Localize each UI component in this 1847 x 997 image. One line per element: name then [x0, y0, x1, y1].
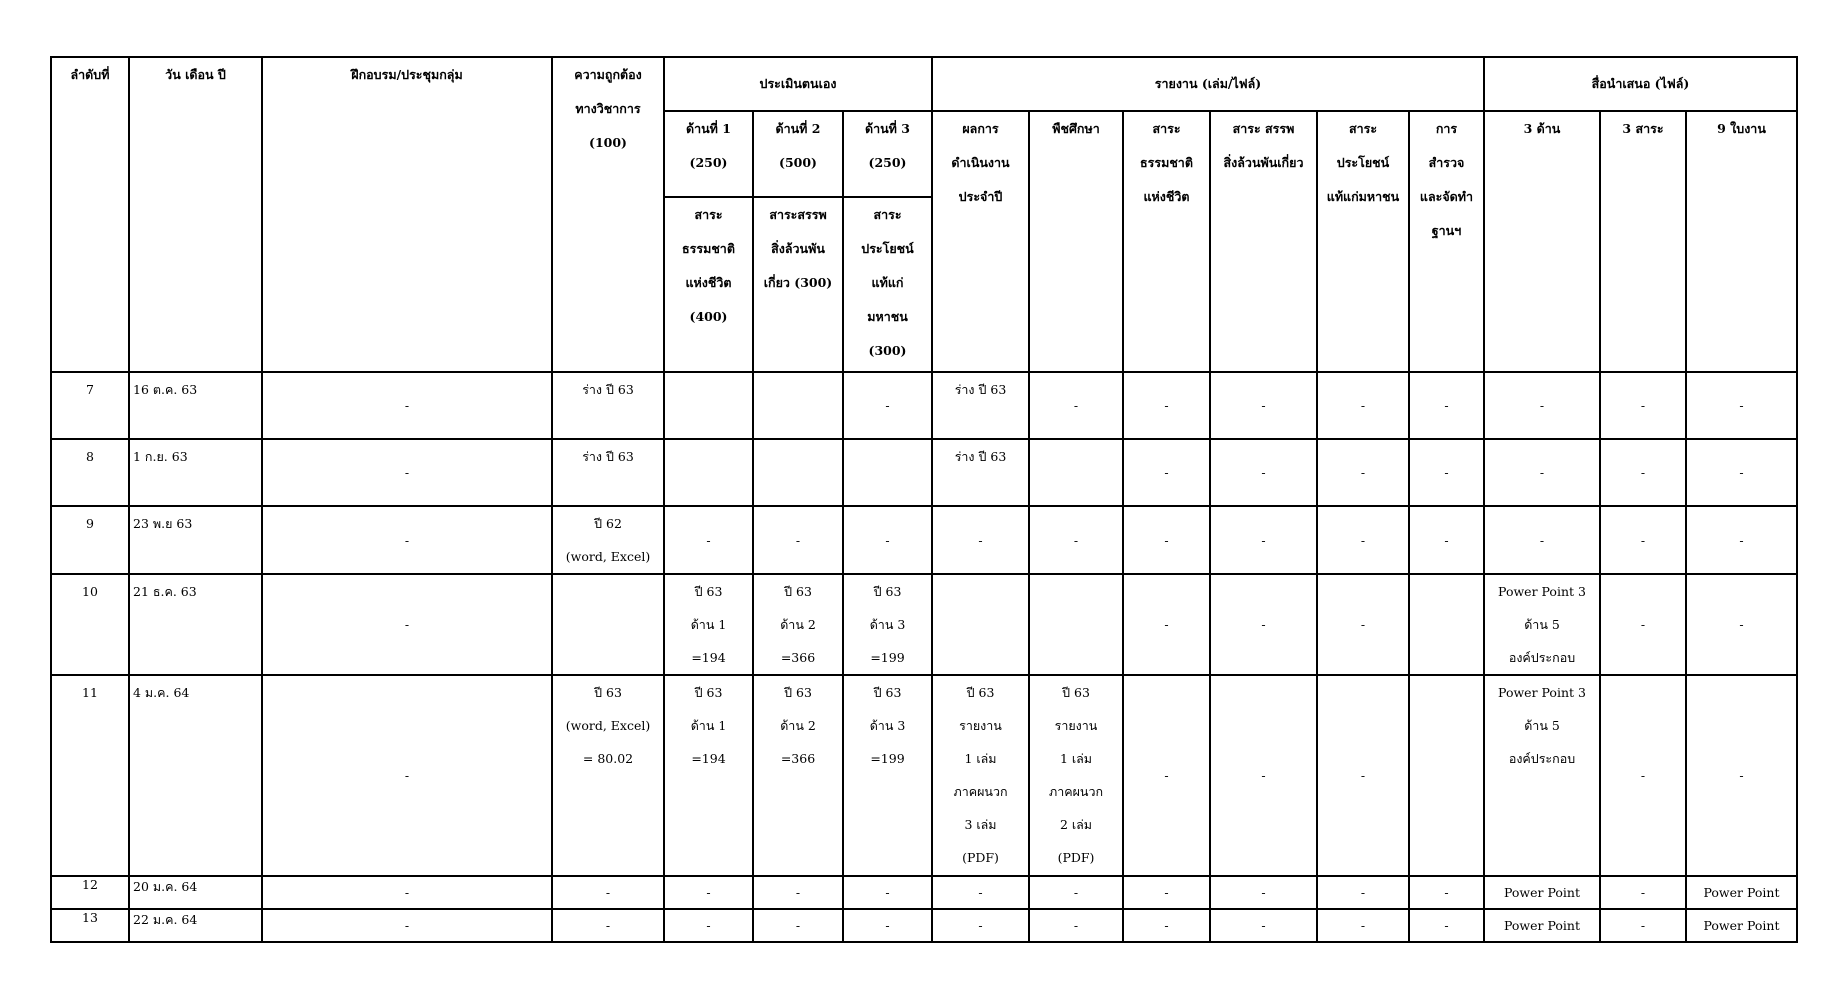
cell-report-result-line: -: [978, 918, 983, 933]
cell-date: [129, 876, 262, 909]
cell-date-text: 23 พ.ย 63: [133, 516, 193, 531]
header-side-3: ด้านที่ 3 (250): [843, 111, 932, 197]
cell-media-3-sub-text: -: [1640, 885, 1646, 900]
cell-date-text: 20 ม.ค. 64: [133, 879, 198, 894]
cell-eval-side-2-line: -: [795, 532, 801, 548]
cell-report-result-line: -: [978, 532, 983, 548]
header-sub-related: สาระสรรพ สิ่งล้วนพัน เกี่ยว (300): [753, 197, 843, 372]
cell-report-benefit: [1317, 909, 1409, 942]
cell-order: [51, 574, 129, 675]
cell-media-3-side: [1484, 439, 1600, 506]
cell-eval-side-3-line: =199: [870, 751, 905, 766]
cell-report-nature: [1123, 439, 1210, 506]
cell-report-related: [1210, 574, 1317, 675]
cell-report-plant-line: 2 เล่ม: [1059, 817, 1093, 832]
cell-eval-side-3: [843, 372, 932, 439]
cell-accuracy: [552, 574, 664, 675]
cell-report-plant-line: -: [1073, 532, 1079, 548]
cell-eval-side-1-line: =194: [691, 751, 726, 766]
cell-order-text: 12: [82, 877, 98, 892]
cell-media-9-sheet: [1686, 909, 1797, 942]
header-report: รายงาน (เล่ม/ไฟล์): [932, 57, 1484, 111]
cell-training-text: -: [404, 918, 410, 933]
cell-report-benefit-line: -: [1360, 768, 1366, 783]
cell-eval-side-3-line: -: [885, 398, 890, 413]
header-report-related: สาระ สรรพ สิ่งล้วนพันเกี่ยว: [1210, 111, 1317, 372]
header-report-result: ผลการ ดำเนินงาน ประจำปี: [932, 111, 1029, 372]
cell-media-3-sub-text: -: [1640, 465, 1646, 480]
cell-media-3-sub: [1600, 439, 1686, 506]
header-side-1: ด้านที่ 1 (250): [664, 111, 753, 197]
cell-eval-side-1-line: -: [706, 532, 711, 548]
cell-media-3-side-line: องค์ประกอบ: [1508, 751, 1576, 766]
cell-report-nature: [1123, 909, 1210, 942]
header-sub-nature: สาระ ธรรมชาติ แห่งชีวิต (400): [664, 197, 753, 372]
cell-eval-side-1-line: ปี 63: [694, 584, 723, 599]
cell-eval-side-1: [664, 506, 753, 574]
cell-eval-side-2: [753, 506, 843, 574]
cell-report-result-line: ร่าง ปี 63: [954, 382, 1007, 397]
cell-eval-side-3-line: ปี 63: [873, 584, 902, 599]
cell-accuracy-line: -: [605, 885, 611, 900]
cell-eval-side-3: [843, 876, 932, 909]
cell-media-9-sheet: [1686, 675, 1797, 876]
cell-eval-side-2-line: ปี 63: [784, 584, 812, 599]
cell-eval-side-2-line: =366: [780, 650, 816, 665]
cell-order: [51, 506, 129, 574]
cell-media-3-sub-text: -: [1640, 532, 1646, 548]
cell-training-text: -: [404, 768, 410, 783]
cell-eval-side-1: [664, 574, 753, 675]
cell-report-nature: [1123, 574, 1210, 675]
cell-report-benefit: [1317, 876, 1409, 909]
header-media-3-side: 3 ด้าน: [1484, 111, 1600, 372]
header-order: ลำดับที่: [51, 57, 129, 372]
header-training: ฝึกอบรม/ประชุมกลุ่ม: [262, 57, 552, 372]
cell-eval-side-3-line: -: [885, 885, 890, 900]
cell-date-text: 16 ต.ค. 63: [133, 382, 198, 397]
cell-date: [129, 675, 262, 876]
cell-training-text: -: [404, 885, 410, 900]
cell-report-result-line: ภาคผนวก: [953, 784, 1008, 799]
cell-report-benefit: [1317, 506, 1409, 574]
cell-eval-side-3-line: ด้าน 3: [869, 617, 906, 632]
cell-report-related-line: -: [1261, 465, 1266, 480]
cell-order-text: 10: [82, 584, 98, 599]
cell-training: [262, 439, 552, 506]
cell-training: [262, 909, 552, 942]
cell-report-plant-line: -: [1073, 918, 1079, 933]
cell-date-text: 1 ก.ย. 63: [133, 449, 188, 464]
cell-order-text: 11: [82, 685, 98, 700]
cell-eval-side-2: [753, 876, 843, 909]
cell-date-text: 22 ม.ค. 64: [133, 912, 198, 927]
cell-accuracy-line: = 80.02: [582, 751, 634, 766]
cell-report-benefit-line: -: [1360, 885, 1366, 900]
cell-media-9-sheet-line: -: [1739, 617, 1744, 632]
cell-media-3-side: [1484, 372, 1600, 439]
header-media-3-sub: 3 สาระ: [1600, 111, 1686, 372]
cell-report-plant-line: ปี 63: [1062, 685, 1090, 700]
cell-report-survey-line: -: [1444, 398, 1449, 413]
cell-report-plant: [1029, 876, 1123, 909]
cell-report-result: [932, 439, 1029, 506]
cell-report-related: [1210, 909, 1317, 942]
cell-training-text: -: [404, 465, 410, 480]
cell-report-survey: [1409, 675, 1484, 876]
cell-training-text: -: [404, 398, 410, 413]
cell-date-text: 4 ม.ค. 64: [133, 685, 190, 700]
cell-eval-side-1-line: -: [706, 885, 711, 900]
cell-report-plant: [1029, 439, 1123, 506]
cell-order: [51, 909, 129, 942]
cell-media-3-sub-text: -: [1640, 768, 1646, 783]
table-row: [51, 372, 1797, 439]
cell-accuracy-line: ปี 62: [594, 516, 622, 531]
cell-eval-side-1: [664, 439, 753, 506]
cell-media-3-side: [1484, 506, 1600, 574]
cell-eval-side-2-line: -: [795, 885, 801, 900]
cell-report-related-line: -: [1261, 617, 1266, 632]
cell-eval-side-1: [664, 876, 753, 909]
table-row: [51, 675, 1797, 876]
cell-report-related: [1210, 675, 1317, 876]
cell-media-3-side: [1484, 909, 1600, 942]
cell-accuracy-line: ร่าง ปี 63: [582, 449, 634, 464]
cell-report-nature-line: -: [1164, 532, 1169, 548]
cell-report-survey-line: -: [1444, 918, 1449, 933]
cell-report-result: [932, 372, 1029, 439]
cell-report-plant: [1029, 372, 1123, 439]
cell-report-benefit: [1317, 675, 1409, 876]
cell-training: [262, 506, 552, 574]
cell-report-result: [932, 506, 1029, 574]
cell-training: [262, 675, 552, 876]
cell-date: [129, 909, 262, 942]
cell-report-result-line: ร่าง ปี 63: [954, 449, 1007, 464]
table-row: [51, 506, 1797, 574]
cell-eval-side-3-line: =199: [870, 650, 905, 665]
cell-media-3-side: [1484, 675, 1600, 876]
cell-eval-side-1-line: ปี 63: [694, 685, 723, 700]
header-sub-benefit: สาระ ประโยชน์ แท้แก่ มหาชน (300): [843, 197, 932, 372]
cell-media-3-side-line: ด้าน 5: [1524, 617, 1560, 632]
cell-media-9-sheet-line: Power Point: [1703, 885, 1780, 900]
cell-media-3-side-line: Power Point 3: [1498, 584, 1586, 599]
cell-eval-side-3: [843, 574, 932, 675]
cell-report-plant-line: ภาคผนวก: [1048, 784, 1104, 799]
cell-report-nature: [1123, 506, 1210, 574]
cell-media-9-sheet: [1686, 439, 1797, 506]
cell-media-9-sheet-line: -: [1739, 532, 1744, 548]
cell-accuracy: [552, 909, 664, 942]
cell-report-plant-line: -: [1073, 885, 1079, 900]
cell-report-related-line: -: [1261, 885, 1266, 900]
cell-report-related: [1210, 372, 1317, 439]
cell-date: [129, 439, 262, 506]
cell-report-related-line: -: [1261, 398, 1266, 413]
cell-report-benefit: [1317, 439, 1409, 506]
cell-eval-side-3-line: -: [885, 918, 890, 933]
header-media-9-sheet: 9 ใบงาน: [1686, 111, 1797, 372]
cell-accuracy-line: (word, Excel): [565, 549, 651, 564]
cell-report-survey: [1409, 909, 1484, 942]
cell-report-plant-line: รายงาน: [1054, 718, 1098, 733]
cell-media-9-sheet: [1686, 372, 1797, 439]
cell-order-text: 8: [86, 449, 94, 464]
cell-media-3-sub-text: -: [1640, 617, 1646, 632]
cell-report-result: [932, 675, 1029, 876]
cell-report-plant: [1029, 675, 1123, 876]
cell-order: [51, 439, 129, 506]
cell-report-benefit: [1317, 372, 1409, 439]
cell-accuracy-line: ร่าง ปี 63: [582, 382, 634, 397]
progress-table: [50, 56, 1798, 943]
table-row: [51, 876, 1797, 909]
cell-media-3-sub: [1600, 372, 1686, 439]
cell-report-related-line: -: [1261, 918, 1266, 933]
cell-eval-side-1-line: -: [706, 918, 711, 933]
cell-media-3-side-line: องค์ประกอบ: [1508, 650, 1576, 665]
cell-eval-side-1: [664, 675, 753, 876]
cell-order-text: 7: [86, 382, 94, 397]
cell-media-9-sheet-line: Power Point: [1703, 918, 1780, 933]
cell-report-related: [1210, 876, 1317, 909]
cell-media-3-side-line: -: [1539, 532, 1545, 548]
cell-date: [129, 372, 262, 439]
cell-order: [51, 372, 129, 439]
cell-report-result: [932, 574, 1029, 675]
cell-report-benefit-line: -: [1360, 465, 1366, 480]
header-report-plant: พืชศึกษา: [1029, 111, 1123, 372]
cell-report-result-line: -: [978, 885, 983, 900]
cell-report-nature: [1123, 675, 1210, 876]
cell-date: [129, 574, 262, 675]
cell-accuracy: [552, 506, 664, 574]
cell-eval-side-2: [753, 675, 843, 876]
cell-order: [51, 675, 129, 876]
cell-report-result-line: รายงาน: [959, 718, 1002, 733]
cell-media-3-side-line: -: [1539, 465, 1545, 480]
cell-report-plant: [1029, 574, 1123, 675]
cell-report-nature-line: -: [1164, 885, 1169, 900]
cell-report-plant-line: -: [1073, 398, 1079, 413]
cell-report-survey: [1409, 372, 1484, 439]
header-report-benefit: สาระ ประโยชน์ แท้แก่มหาชน: [1317, 111, 1409, 372]
cell-media-9-sheet-line: -: [1739, 768, 1744, 783]
cell-eval-side-3-line: ด้าน 3: [869, 718, 906, 733]
cell-report-survey: [1409, 506, 1484, 574]
cell-order: [51, 876, 129, 909]
header-side-2: ด้านที่ 2 (500): [753, 111, 843, 197]
cell-report-nature-line: -: [1164, 768, 1169, 783]
cell-media-3-sub: [1600, 909, 1686, 942]
cell-training-text: -: [404, 617, 410, 632]
cell-report-nature-line: -: [1164, 617, 1169, 632]
cell-accuracy: [552, 876, 664, 909]
cell-date: [129, 506, 262, 574]
cell-report-benefit-line: -: [1360, 617, 1366, 632]
cell-training: [262, 372, 552, 439]
cell-accuracy: [552, 675, 664, 876]
cell-date-text: 21 ธ.ค. 63: [133, 584, 197, 599]
cell-eval-side-2: [753, 909, 843, 942]
cell-eval-side-2-line: ด้าน 2: [780, 718, 816, 733]
cell-media-3-sub: [1600, 675, 1686, 876]
cell-accuracy-line: -: [605, 918, 611, 933]
cell-media-3-side-line: Power Point: [1504, 885, 1580, 900]
schedule-sheet: [50, 56, 1798, 943]
cell-report-result: [932, 909, 1029, 942]
cell-media-3-sub: [1600, 876, 1686, 909]
cell-report-related-line: -: [1261, 768, 1266, 783]
cell-report-benefit-line: -: [1360, 918, 1366, 933]
cell-eval-side-1-line: ด้าน 1: [690, 718, 727, 733]
cell-media-9-sheet: [1686, 876, 1797, 909]
cell-eval-side-3-line: ปี 63: [873, 685, 902, 700]
cell-media-9-sheet-line: -: [1739, 465, 1744, 480]
cell-report-survey-line: -: [1444, 532, 1449, 548]
table-row: [51, 574, 1797, 675]
cell-report-result-line: (PDF): [962, 850, 999, 865]
header-self-evaluation: ประเมินตนเอง: [664, 57, 932, 111]
cell-media-3-side: [1484, 876, 1600, 909]
cell-eval-side-2: [753, 439, 843, 506]
table-row: [51, 909, 1797, 942]
cell-report-related: [1210, 439, 1317, 506]
header-report-nature: สาระ ธรรมชาติ แห่งชีวิต: [1123, 111, 1210, 372]
cell-eval-side-2: [753, 372, 843, 439]
cell-media-9-sheet-line: -: [1739, 398, 1744, 413]
cell-eval-side-2-line: ปี 63: [784, 685, 812, 700]
cell-media-9-sheet: [1686, 506, 1797, 574]
cell-report-result: [932, 876, 1029, 909]
cell-eval-side-3: [843, 675, 932, 876]
header-date: วัน เดือน ปี: [129, 57, 262, 372]
cell-report-nature-line: -: [1164, 465, 1169, 480]
cell-report-benefit: [1317, 574, 1409, 675]
cell-report-plant: [1029, 909, 1123, 942]
cell-report-plant: [1029, 506, 1123, 574]
cell-report-survey-line: -: [1444, 885, 1449, 900]
cell-media-3-sub-text: -: [1640, 918, 1646, 933]
cell-eval-side-3: [843, 439, 932, 506]
cell-eval-side-1-line: ด้าน 1: [690, 617, 727, 632]
cell-accuracy: [552, 439, 664, 506]
header-accuracy: ความถูกต้อง ทางวิชาการ (100): [552, 57, 664, 372]
cell-eval-side-2-line: ด้าน 2: [780, 617, 816, 632]
cell-eval-side-1: [664, 372, 753, 439]
cell-media-3-side-line: Power Point 3: [1498, 685, 1586, 700]
cell-report-nature-line: -: [1164, 918, 1169, 933]
header-media: สื่อนำเสนอ (ไฟล์): [1484, 57, 1797, 111]
cell-report-plant-line: (PDF): [1057, 850, 1095, 865]
cell-report-survey: [1409, 439, 1484, 506]
cell-report-benefit-line: -: [1360, 532, 1366, 548]
cell-report-result-line: ปี 63: [966, 685, 995, 700]
cell-eval-side-3: [843, 506, 932, 574]
cell-report-related: [1210, 506, 1317, 574]
cell-eval-side-1-line: =194: [691, 650, 726, 665]
cell-order-text: 13: [82, 910, 98, 925]
cell-eval-side-2-line: =366: [780, 751, 816, 766]
cell-eval-side-2: [753, 574, 843, 675]
cell-report-benefit-line: -: [1360, 398, 1366, 413]
cell-order-text: 9: [86, 516, 94, 531]
cell-report-survey-line: -: [1444, 465, 1449, 480]
cell-report-nature: [1123, 876, 1210, 909]
cell-training: [262, 876, 552, 909]
cell-eval-side-2-line: -: [795, 918, 801, 933]
cell-eval-side-1: [664, 909, 753, 942]
cell-eval-side-3: [843, 909, 932, 942]
cell-report-survey: [1409, 574, 1484, 675]
cell-eval-side-3-line: -: [885, 532, 890, 548]
cell-report-result-line: 1 เล่ม: [964, 751, 997, 766]
cell-report-plant-line: 1 เล่ม: [1059, 751, 1093, 766]
cell-media-3-side: [1484, 574, 1600, 675]
cell-training: [262, 574, 552, 675]
cell-media-3-sub: [1600, 506, 1686, 574]
header-report-survey: การ สำรวจ และจัดทำ ฐานฯ: [1409, 111, 1484, 372]
cell-media-3-side-line: Power Point: [1504, 918, 1580, 933]
cell-media-3-sub-text: -: [1640, 398, 1646, 413]
cell-accuracy-line: (word, Excel): [565, 718, 651, 733]
cell-report-survey: [1409, 876, 1484, 909]
cell-report-nature-line: -: [1164, 398, 1169, 413]
cell-accuracy: [552, 372, 664, 439]
cell-media-3-side-line: ด้าน 5: [1524, 718, 1560, 733]
cell-accuracy-line: ปี 63: [594, 685, 622, 700]
cell-report-related-line: -: [1261, 532, 1266, 548]
cell-report-nature: [1123, 372, 1210, 439]
table-row: [51, 439, 1797, 506]
cell-media-3-sub: [1600, 574, 1686, 675]
cell-report-result-line: 3 เล่ม: [964, 817, 997, 832]
cell-media-9-sheet: [1686, 574, 1797, 675]
cell-media-3-side-line: -: [1539, 398, 1545, 413]
cell-training-text: -: [404, 532, 410, 548]
